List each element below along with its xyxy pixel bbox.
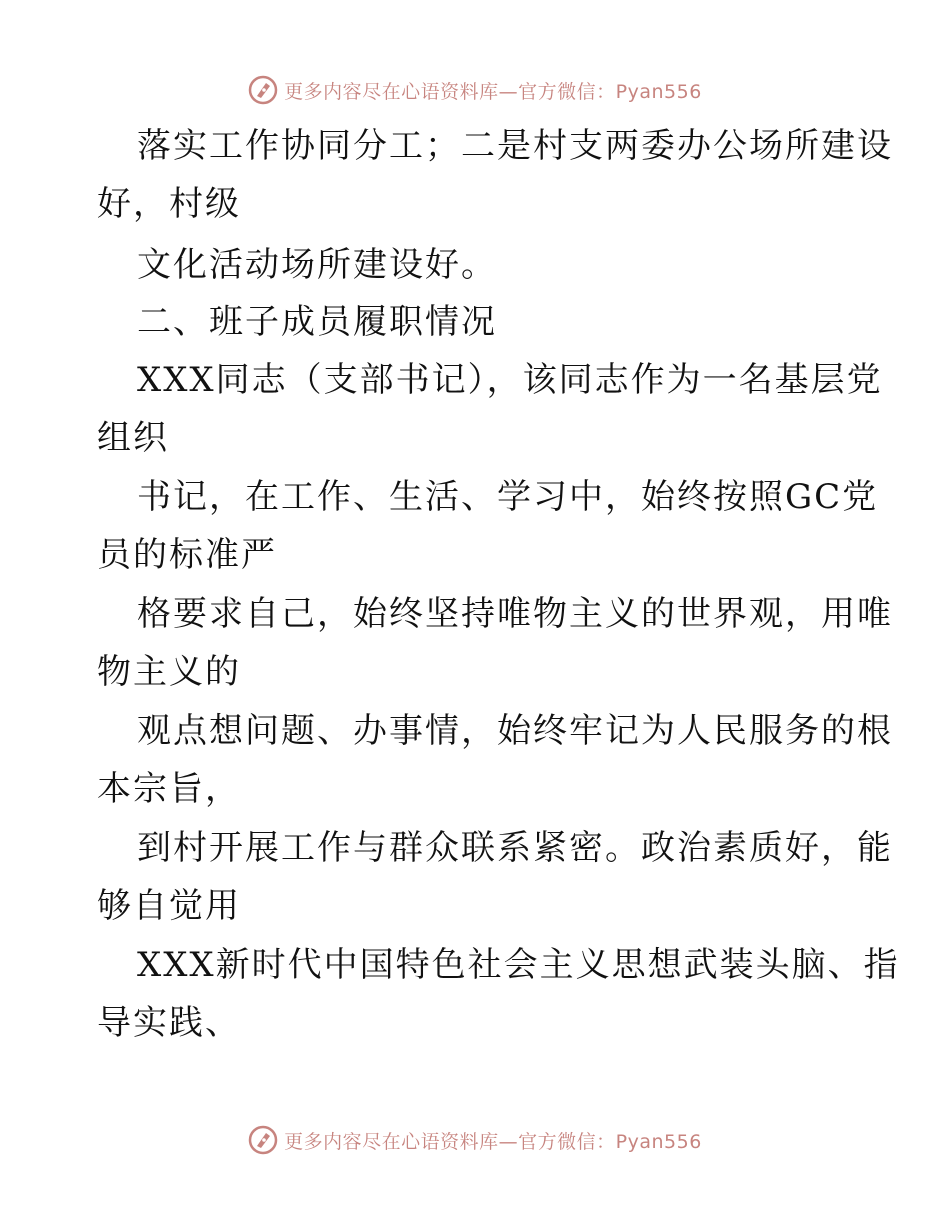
body-line: XXX同志（支部书记），该同志作为一名基层党: [137, 360, 883, 400]
body-line: 格要求自己，始终坚持唯物主义的世界观，用唯: [137, 594, 893, 634]
body-line: 观点想问题、办事情，始终牢记为人民服务的根: [137, 711, 893, 751]
body-line: 落实工作协同分工；二是村支两委办公场所建设: [137, 126, 893, 166]
body-line: 员的标准严: [97, 535, 277, 575]
pen-nib-seal-icon: [248, 1125, 278, 1155]
body-line: 组织: [97, 418, 169, 458]
footer-watermark-text: 更多内容尽在心语资料库—官方微信：Pyan556: [284, 1130, 702, 1153]
footer-watermark: [0, 1120, 950, 1160]
header-watermark-text: 更多内容尽在心语资料库—官方微信：Pyan556: [284, 80, 702, 103]
body-line: 书记，在工作、生活、学习中，始终按照GC党: [137, 477, 879, 517]
body-line: 物主义的: [97, 652, 241, 692]
section-heading: 二、班子成员履职情况: [137, 302, 497, 342]
body-line: 文化活动场所建设好。: [137, 245, 497, 285]
body-line: 到村开展工作与群众联系紧密。政治素质好，能: [137, 828, 893, 868]
body-line: XXX新时代中国特色社会主义思想武装头脑、指: [137, 945, 900, 985]
body-line: 够自觉用: [97, 886, 241, 926]
body-line: 本宗旨，: [97, 769, 241, 809]
body-line: 导实践、: [97, 1003, 241, 1043]
body-line: 好，村级: [97, 184, 241, 224]
